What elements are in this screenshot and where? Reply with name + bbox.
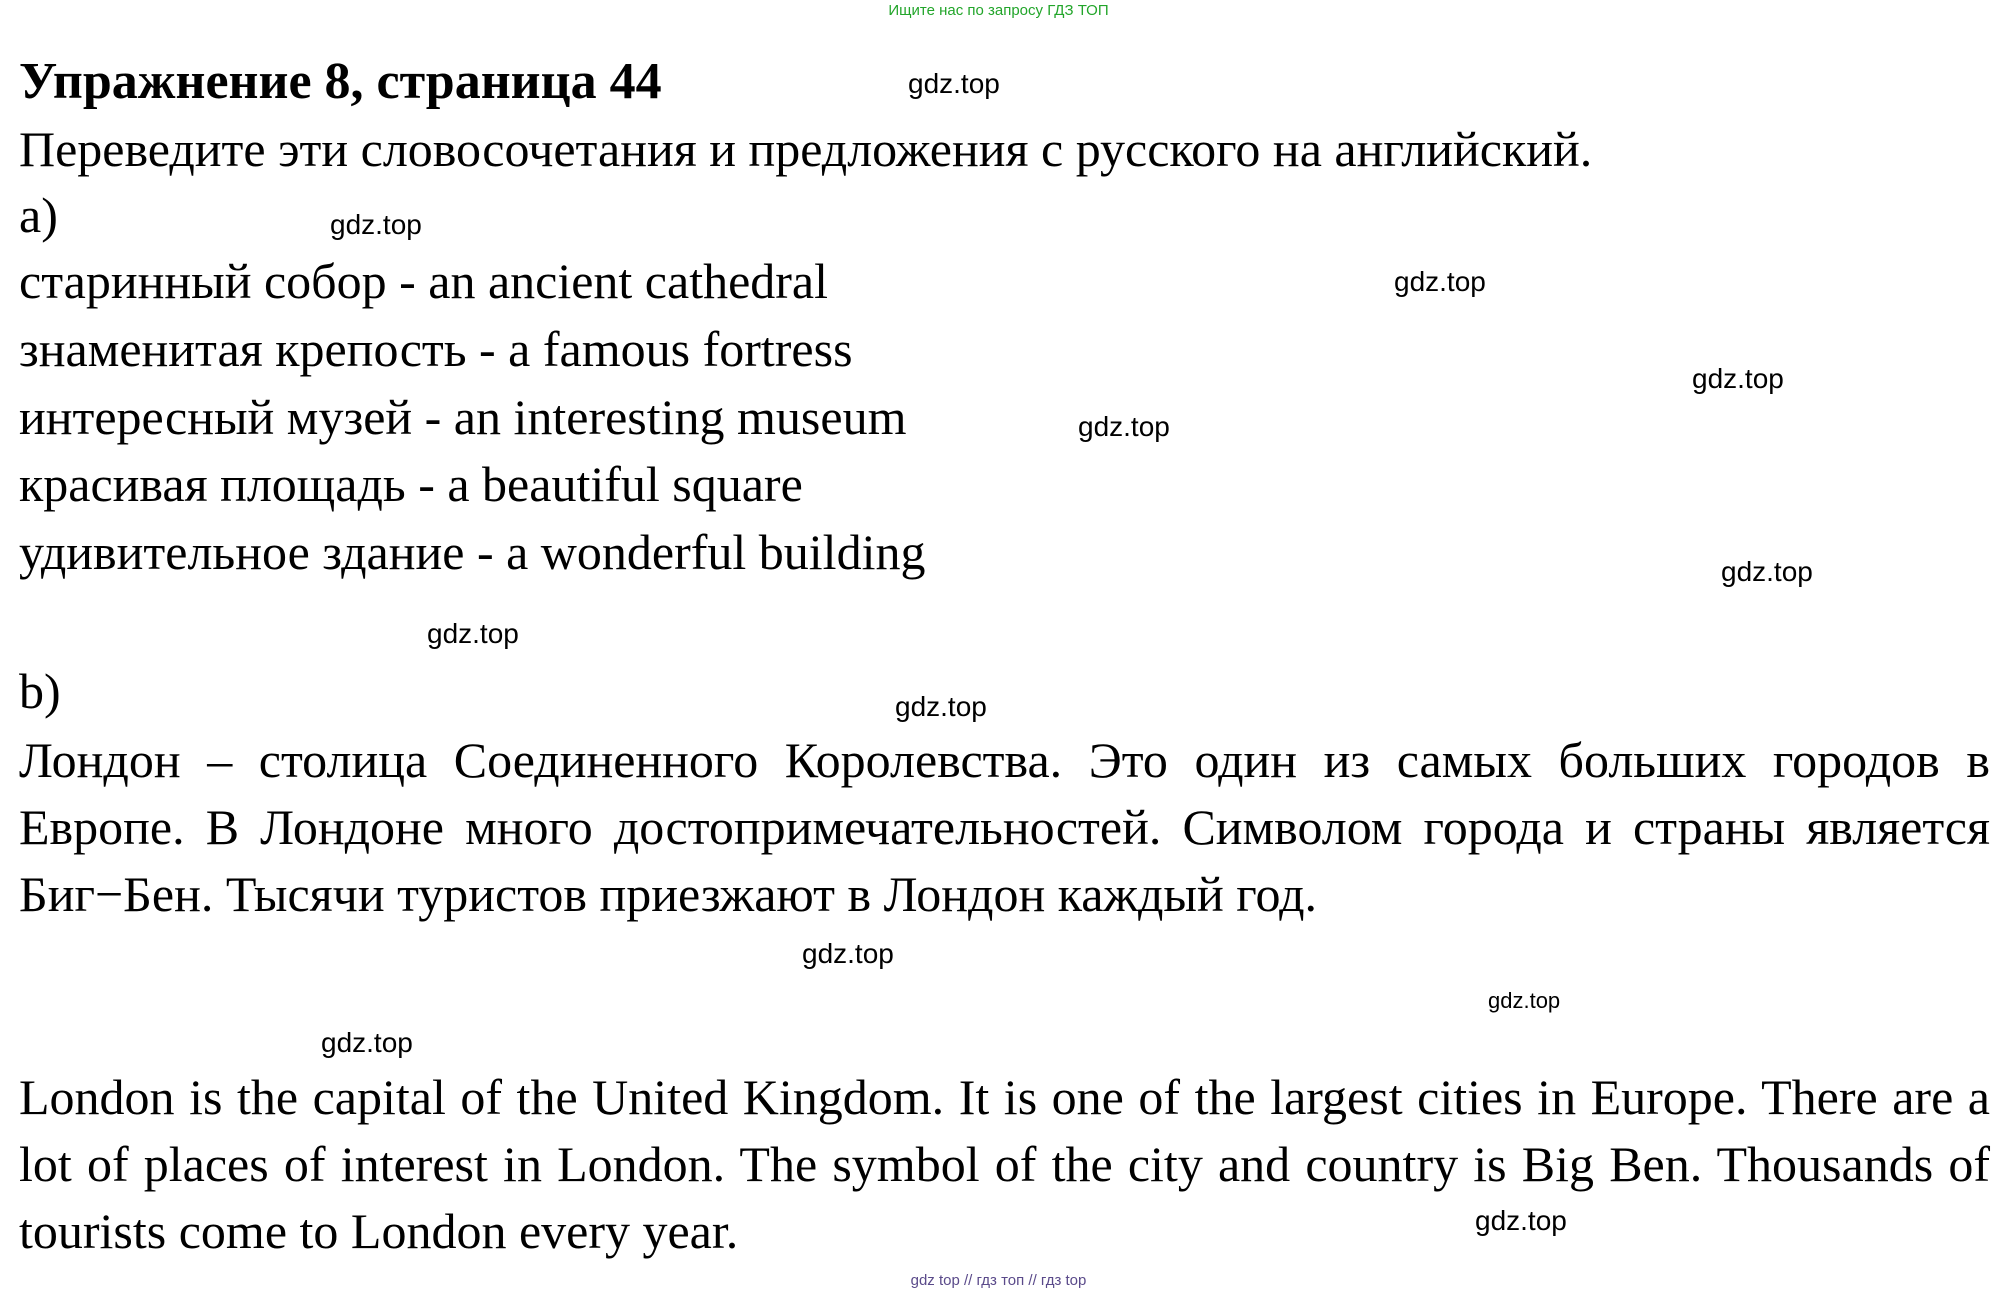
watermark: gdz.top <box>1078 411 1170 442</box>
list-item: интересный музей - an interesting museum <box>19 389 907 445</box>
list-item: удивительное здание - a wonderful building <box>19 524 926 580</box>
watermark: gdz.top <box>1488 988 1561 1013</box>
watermark: gdz.top <box>321 1027 413 1058</box>
watermark: gdz.top <box>802 938 894 969</box>
watermark: gdz.top <box>1721 556 1813 587</box>
part-a-label: a) <box>19 187 58 243</box>
watermark: gdz.top <box>895 691 987 722</box>
watermark: gdz.top <box>1394 266 1486 297</box>
watermark: gdz.top <box>330 209 422 240</box>
watermark: gdz.top <box>1692 363 1784 394</box>
english-paragraph: London is the capital of the United Kingdom. It is one of the largest cities in Europe. There are a lot of places of interest in London. The symbol of the city and country is Big Ben. Thousands of tourists come to London every year. <box>19 1069 1990 1259</box>
watermark: gdz.top <box>427 618 519 649</box>
list-item: старинный собор - an ancient cathedral <box>19 253 829 309</box>
instruction-text: Переведите эти словосочетания и предложения с русского на английский. <box>19 121 1593 177</box>
exercise-title: Упражнение 8, страница 44 <box>19 53 662 110</box>
header-note: Ищите нас по запросу ГДЗ ТОП <box>888 2 1109 19</box>
russian-paragraph: Лондон – столица Соединенного Королевства. Это один из самых больших городов в Европе. В Лондоне много достопримечательностей. Символом города и страны является Биг−Бен. Тысячи туристов приезжают в Лондон каждый год. <box>19 732 1990 922</box>
list-item: красивая площадь - a beautiful square <box>19 456 803 512</box>
part-b-label: b) <box>19 663 61 719</box>
footer-note: gdz top // гдз топ // гдз top <box>910 1272 1087 1289</box>
watermark: gdz.top <box>908 68 1000 99</box>
list-item: знаменитая крепость - a famous fortress <box>19 321 853 377</box>
watermark: gdz.top <box>1475 1205 1567 1236</box>
